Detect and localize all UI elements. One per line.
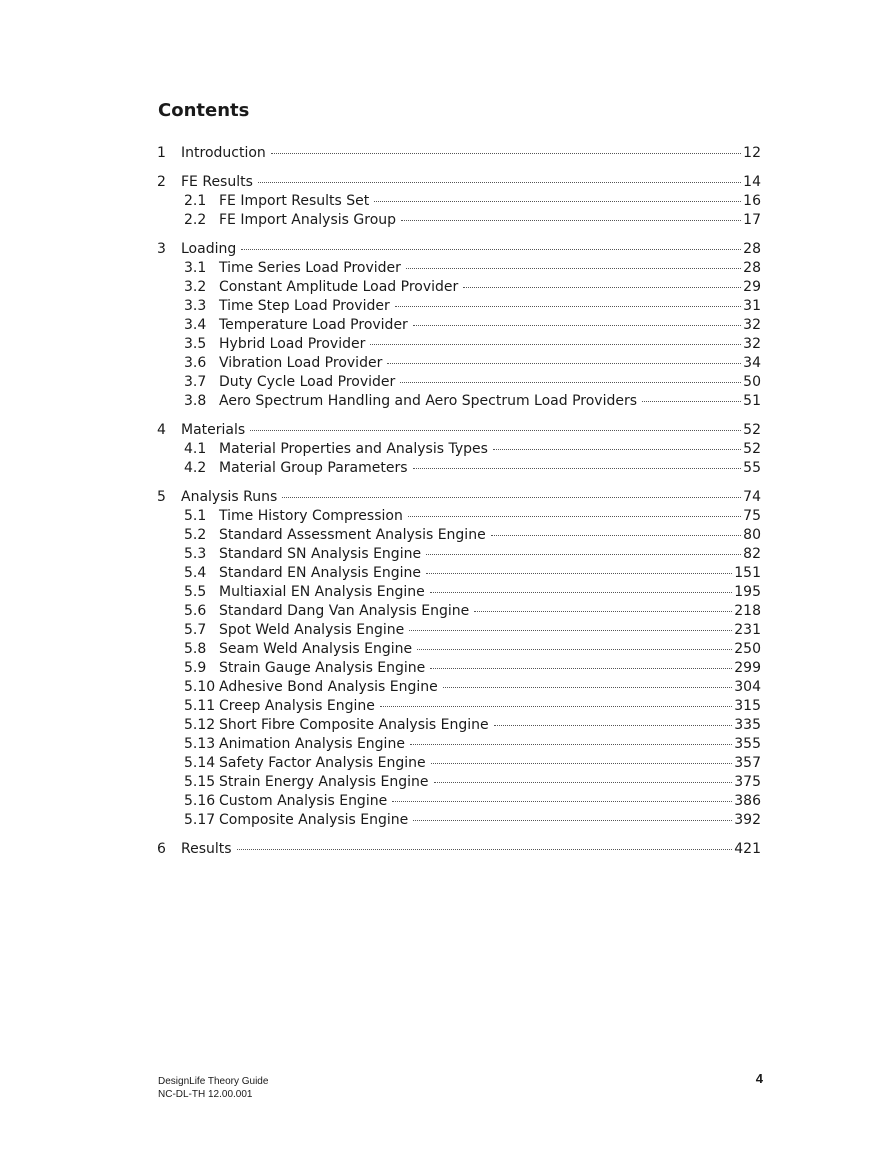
toc-entry-page: 151 — [734, 565, 761, 581]
toc-entry-page: 14 — [743, 174, 761, 190]
footer-page-number: 4 — [755, 1071, 763, 1086]
toc-entry-title: Time History Compression — [219, 508, 403, 524]
toc-entry-title: FE Results — [181, 174, 253, 190]
toc-dot-leader — [642, 401, 741, 402]
toc-entry-page: 386 — [734, 793, 761, 809]
toc-entry-number: 3.8 — [184, 393, 207, 409]
toc-section-entry[interactable] — [157, 335, 761, 354]
toc-dot-leader — [401, 220, 741, 221]
toc-entry-number: 4.2 — [184, 460, 207, 476]
toc-entry-number: 5.9 — [184, 660, 207, 676]
toc-entry-number: 5.5 — [184, 584, 207, 600]
toc-section-entry[interactable] — [157, 640, 761, 659]
toc-entry-number: 3.7 — [184, 374, 207, 390]
toc-entry-number: 5.17 — [184, 812, 216, 828]
toc-section-entry[interactable] — [157, 754, 761, 773]
toc-entry-title: Analysis Runs — [181, 489, 278, 505]
toc-section-entry[interactable] — [157, 392, 761, 411]
toc-section-entry[interactable] — [157, 526, 761, 545]
toc-entry-title: Spot Weld Analysis Engine — [219, 622, 405, 638]
toc-entry-page: 74 — [743, 489, 761, 505]
toc-chapter-entry[interactable] — [157, 421, 761, 440]
toc-entry-number: 5.2 — [184, 527, 207, 543]
toc-entry-title: Vibration Load Provider — [219, 355, 383, 371]
toc-dot-leader — [408, 516, 741, 517]
toc-entry-page: 28 — [743, 260, 761, 276]
toc-entry-title: Custom Analysis Engine — [219, 793, 388, 809]
toc-dot-leader — [426, 554, 741, 555]
toc-entry-page: 231 — [734, 622, 761, 638]
toc-section-entry[interactable] — [157, 192, 761, 211]
toc-entry-number: 5.6 — [184, 603, 207, 619]
toc-dot-leader — [282, 497, 741, 498]
page-title: Contents — [158, 100, 250, 121]
toc-section-entry[interactable] — [157, 373, 761, 392]
toc-entry-number: 5.12 — [184, 717, 216, 733]
toc-entry-number: 3.6 — [184, 355, 207, 371]
toc-entry-title: FE Import Results Set — [219, 193, 370, 209]
toc-entry-page: 335 — [734, 717, 761, 733]
toc-entry-number: 5.4 — [184, 565, 207, 581]
toc-entry-page: 51 — [743, 393, 761, 409]
toc-entry-page: 82 — [743, 546, 761, 562]
toc-entry-title: Short Fibre Composite Analysis Engine — [219, 717, 489, 733]
toc-entry-number: 6 — [157, 841, 166, 857]
toc-section-entry[interactable] — [157, 545, 761, 564]
toc-dot-leader — [443, 687, 733, 688]
toc-entry-title: Standard EN Analysis Engine — [219, 565, 422, 581]
toc-dot-leader — [434, 782, 733, 783]
toc-chapter-entry[interactable] — [157, 144, 761, 163]
toc-entry-title: Adhesive Bond Analysis Engine — [219, 679, 438, 695]
toc-entry-title: Standard Dang Van Analysis Engine — [219, 603, 470, 619]
toc-entry-number: 4.1 — [184, 441, 207, 457]
toc-entry-number: 5.1 — [184, 508, 207, 524]
toc-entry-title: Duty Cycle Load Provider — [219, 374, 396, 390]
toc-entry-title: FE Import Analysis Group — [219, 212, 397, 228]
toc-entry-number: 5.11 — [184, 698, 216, 714]
toc-section-entry[interactable] — [157, 316, 761, 335]
toc-entry-title: Animation Analysis Engine — [219, 736, 405, 752]
footer-doc-title: DesignLife Theory Guide — [158, 1076, 269, 1087]
toc-section-entry[interactable] — [157, 811, 761, 830]
toc-entry-number: 5.3 — [184, 546, 207, 562]
toc-dot-leader — [493, 449, 741, 450]
toc-entry-page: 299 — [734, 660, 761, 676]
toc-entry-page: 16 — [743, 193, 761, 209]
toc-entry-number: 3 — [157, 241, 166, 257]
toc-entry-title: Time Series Load Provider — [219, 260, 401, 276]
toc-section-entry[interactable] — [157, 716, 761, 735]
toc-dot-leader — [392, 801, 732, 802]
toc-dot-leader — [400, 382, 741, 383]
toc-entry-title: Hybrid Load Provider — [219, 336, 366, 352]
toc-section-entry[interactable] — [157, 792, 761, 811]
toc-entry-page: 52 — [743, 441, 761, 457]
toc-entry-number: 5.10 — [184, 679, 216, 695]
toc-entry-page: 29 — [743, 279, 761, 295]
toc-dot-leader — [237, 849, 733, 850]
toc-entry-number: 3.1 — [184, 260, 207, 276]
toc-entry-page: 12 — [743, 145, 761, 161]
toc-section-entry[interactable] — [157, 259, 761, 278]
toc-dot-leader — [258, 182, 741, 183]
toc-entry-title: Results — [181, 841, 232, 857]
toc-entry-page: 421 — [734, 841, 761, 857]
toc-chapter-entry[interactable] — [157, 840, 761, 859]
toc-dot-leader — [413, 325, 741, 326]
toc-dot-leader — [426, 573, 732, 574]
toc-dot-leader — [417, 649, 732, 650]
toc-entry-title: Creep Analysis Engine — [219, 698, 375, 714]
toc-entry-number: 1 — [157, 145, 166, 161]
toc-section-entry[interactable] — [157, 211, 761, 230]
toc-entry-number: 3.4 — [184, 317, 207, 333]
toc-entry-number: 3.2 — [184, 279, 207, 295]
toc-entry-title: Materials — [181, 422, 246, 438]
toc-entry-title: Standard Assessment Analysis Engine — [219, 527, 486, 543]
toc-entry-number: 5 — [157, 489, 166, 505]
toc-section-entry[interactable] — [157, 583, 761, 602]
toc-entry-number: 5.15 — [184, 774, 216, 790]
toc-entry-page: 50 — [743, 374, 761, 390]
toc-entry-page: 31 — [743, 298, 761, 314]
toc-entry-page: 315 — [734, 698, 761, 714]
toc-section-entry[interactable] — [157, 297, 761, 316]
toc-entry-number: 5.8 — [184, 641, 207, 657]
toc-dot-leader — [430, 592, 732, 593]
toc-entry-title: Temperature Load Provider — [219, 317, 408, 333]
toc-entry-number: 3.5 — [184, 336, 207, 352]
toc-entry-title: Safety Factor Analysis Engine — [219, 755, 426, 771]
toc-dot-leader — [380, 706, 732, 707]
toc-dot-leader — [413, 468, 742, 469]
toc-entry-number: 3.3 — [184, 298, 207, 314]
toc-entry-page: 195 — [734, 584, 761, 600]
toc-entry-title: Time Step Load Provider — [219, 298, 390, 314]
toc-entry-number: 4 — [157, 422, 166, 438]
toc-dot-leader — [374, 201, 741, 202]
toc-entry-page: 392 — [734, 812, 761, 828]
toc-dot-leader — [387, 363, 741, 364]
toc-dot-leader — [410, 744, 732, 745]
toc-dot-leader — [395, 306, 741, 307]
toc-entry-number: 5.16 — [184, 793, 216, 809]
toc-entry-number: 2 — [157, 174, 166, 190]
toc-section-entry[interactable] — [157, 507, 761, 526]
toc-section-entry[interactable] — [157, 621, 761, 640]
footer-doc-code: NC-DL-TH 12.00.001 — [158, 1089, 253, 1100]
toc-dot-leader — [494, 725, 733, 726]
toc-entry-page: 355 — [734, 736, 761, 752]
toc-dot-leader — [241, 249, 741, 250]
toc-entry-title: Multiaxial EN Analysis Engine — [219, 584, 425, 600]
toc-entry-page: 304 — [734, 679, 761, 695]
toc-entry-title: Strain Energy Analysis Engine — [219, 774, 429, 790]
toc-entry-page: 55 — [743, 460, 761, 476]
toc-entry-page: 80 — [743, 527, 761, 543]
toc-chapter-entry[interactable] — [157, 488, 761, 507]
toc-dot-leader — [463, 287, 741, 288]
toc-section-entry[interactable] — [157, 440, 761, 459]
toc-entry-page: 32 — [743, 336, 761, 352]
toc-entry-number: 5.14 — [184, 755, 216, 771]
toc-section-entry[interactable] — [157, 697, 761, 716]
toc-dot-leader — [409, 630, 732, 631]
toc-entry-title: Introduction — [181, 145, 266, 161]
toc-entry-number: 5.13 — [184, 736, 216, 752]
toc-section-entry[interactable] — [157, 459, 761, 478]
toc-entry-title: Seam Weld Analysis Engine — [219, 641, 413, 657]
toc-chapter-entry[interactable] — [157, 240, 761, 259]
toc-section-entry[interactable] — [157, 773, 761, 792]
toc-section-entry[interactable] — [157, 278, 761, 297]
toc-section-entry[interactable] — [157, 659, 761, 678]
toc-entry-title: Composite Analysis Engine — [219, 812, 409, 828]
table-of-contents — [157, 144, 761, 859]
toc-section-entry[interactable] — [157, 354, 761, 373]
toc-entry-title: Strain Gauge Analysis Engine — [219, 660, 426, 676]
toc-entry-number: 2.1 — [184, 193, 207, 209]
toc-dot-leader — [250, 430, 741, 431]
toc-dot-leader — [491, 535, 741, 536]
footer — [158, 1075, 268, 1101]
toc-entry-page: 17 — [743, 212, 761, 228]
toc-section-entry[interactable] — [157, 678, 761, 697]
toc-section-entry[interactable] — [157, 735, 761, 754]
toc-entry-title: Standard SN Analysis Engine — [219, 546, 422, 562]
toc-entry-title: Constant Amplitude Load Provider — [219, 279, 459, 295]
toc-dot-leader — [430, 668, 732, 669]
toc-entry-page: 52 — [743, 422, 761, 438]
toc-entry-number: 5.7 — [184, 622, 207, 638]
toc-entry-page: 32 — [743, 317, 761, 333]
toc-section-entry[interactable] — [157, 564, 761, 583]
toc-entry-page: 34 — [743, 355, 761, 371]
toc-dot-leader — [406, 268, 741, 269]
toc-dot-leader — [431, 763, 733, 764]
toc-entry-title: Loading — [181, 241, 237, 257]
toc-entry-title: Material Properties and Analysis Types — [219, 441, 488, 457]
toc-chapter-entry[interactable] — [157, 173, 761, 192]
toc-entry-number: 2.2 — [184, 212, 207, 228]
toc-section-entry[interactable] — [157, 602, 761, 621]
toc-dot-leader — [271, 153, 741, 154]
toc-entry-page: 250 — [734, 641, 761, 657]
toc-dot-leader — [370, 344, 741, 345]
toc-entry-page: 218 — [734, 603, 761, 619]
toc-entry-page: 375 — [734, 774, 761, 790]
toc-entry-title: Aero Spectrum Handling and Aero Spectrum Load Providers — [219, 393, 638, 409]
toc-entry-title: Material Group Parameters — [219, 460, 408, 476]
toc-entry-page: 28 — [743, 241, 761, 257]
toc-entry-page: 357 — [734, 755, 761, 771]
toc-entry-page: 75 — [743, 508, 761, 524]
toc-dot-leader — [474, 611, 732, 612]
toc-dot-leader — [413, 820, 732, 821]
